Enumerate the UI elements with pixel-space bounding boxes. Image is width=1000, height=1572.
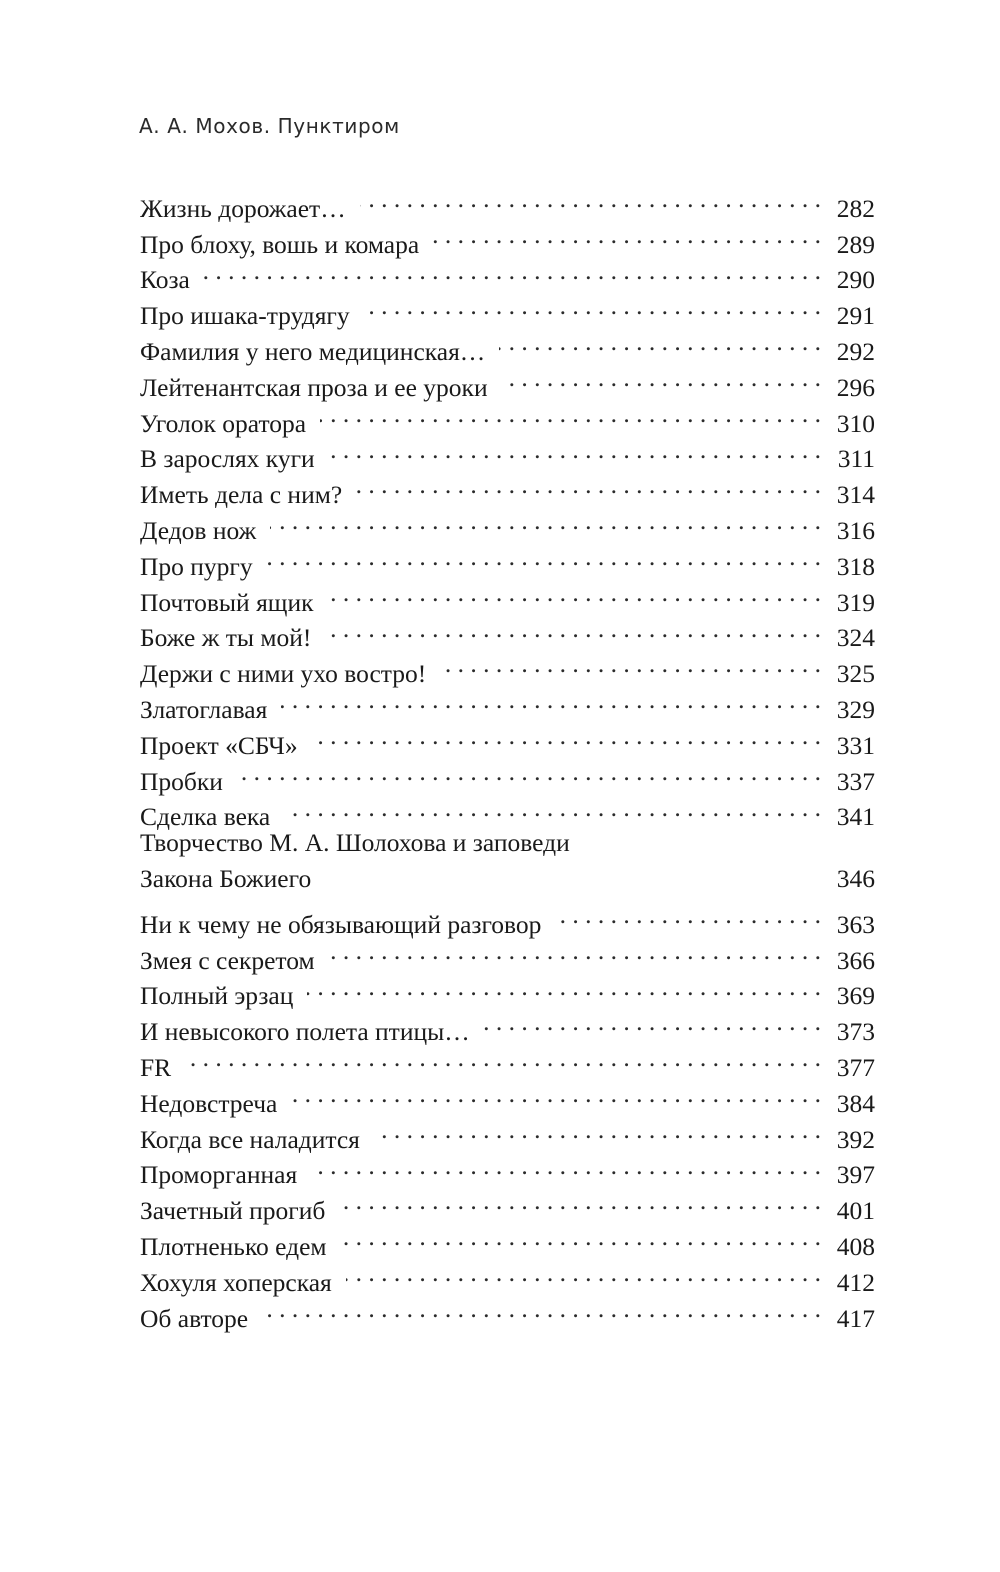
toc-entry xyxy=(140,253,875,295)
dot-leader xyxy=(237,754,821,790)
toc-page-number: 311 xyxy=(837,444,875,474)
toc-entry-title: Ни к чему не обязывающий разговор xyxy=(140,909,542,939)
toc-page-number: 289 xyxy=(836,229,875,259)
dot-leader xyxy=(311,1148,821,1184)
toc-entry-title: Жизнь дорожает… xyxy=(140,193,346,223)
toc-entry-title: Держи с ними ухо востро! xyxy=(140,659,427,689)
toc-entry-title: FR xyxy=(140,1052,172,1082)
toc-page-number: 292 xyxy=(836,336,875,366)
dot-leader xyxy=(339,1183,821,1219)
toc-page-number: 331 xyxy=(836,730,875,760)
dot-leader xyxy=(312,718,821,754)
dot-leader xyxy=(484,1004,821,1040)
toc-page-number: 282 xyxy=(836,193,875,223)
toc-page-number: 392 xyxy=(836,1124,875,1154)
toc-entry-title: Проморганная xyxy=(140,1160,298,1190)
toc-entry-title: И невысокого полета птицы… xyxy=(140,1017,470,1047)
toc-page-number: 401 xyxy=(836,1196,875,1226)
toc-page-number: 291 xyxy=(836,301,875,331)
dot-leader xyxy=(329,432,821,468)
dot-leader xyxy=(320,396,821,432)
toc-entry xyxy=(140,1040,875,1082)
running-header: А. А. Мохов. Пунктиром xyxy=(139,114,400,138)
toc-entry-title: Лейтенантская проза и ее уроки xyxy=(140,372,488,402)
toc-page-number: 346 xyxy=(836,864,875,894)
toc-entry-title: Полный эрзац xyxy=(140,981,294,1011)
dot-leader xyxy=(185,1040,821,1076)
toc-page-number: 290 xyxy=(836,265,875,295)
toc-entry-title: Сделка века xyxy=(140,802,271,832)
toc-page-number: 369 xyxy=(836,981,875,1011)
dot-leader xyxy=(502,360,821,396)
toc-entry xyxy=(140,790,875,832)
toc-page-number: 314 xyxy=(836,480,875,510)
toc-entry-title: Зачетный прогиб xyxy=(140,1196,326,1226)
dot-leader xyxy=(341,1219,821,1255)
dot-leader xyxy=(555,897,821,933)
dot-leader xyxy=(364,288,821,324)
toc-entry-title: Про пургу xyxy=(140,551,253,581)
toc-entry-title: Змея с секретом xyxy=(140,945,315,975)
dot-leader xyxy=(267,539,821,575)
toc-page-number: 324 xyxy=(836,623,875,653)
toc-entry-title: Недовстреча xyxy=(140,1088,278,1118)
toc-entry-title: Златоглавая xyxy=(140,694,268,724)
toc-page-number: 397 xyxy=(836,1160,875,1190)
toc-page-number: 417 xyxy=(836,1303,875,1333)
toc-entry-title: Когда все наладится xyxy=(140,1124,360,1154)
toc-entry-title: Об авторе xyxy=(140,1303,249,1333)
table-of-contents xyxy=(140,181,875,1333)
toc-entry-title: Творчество М. А. Шолохова и заповеди xyxy=(140,828,570,858)
toc-entry-title: Уголок оратора xyxy=(140,408,307,438)
toc-entry-title: Плотненько едем xyxy=(140,1231,327,1261)
toc-entry-title: Пробки xyxy=(140,766,223,796)
dot-leader xyxy=(356,467,821,503)
toc-entry xyxy=(140,1076,875,1118)
toc-page-number: 377 xyxy=(836,1052,875,1082)
dot-leader xyxy=(291,1076,821,1112)
dot-leader xyxy=(204,253,821,289)
toc-page-number: 384 xyxy=(836,1088,875,1118)
dot-leader xyxy=(433,217,821,253)
toc-page-number: 318 xyxy=(836,551,875,581)
dot-leader xyxy=(329,933,821,969)
toc-entry-title: Про блоху, вошь и комара xyxy=(140,229,420,259)
toc-page-number: 363 xyxy=(836,909,875,939)
toc-entry xyxy=(140,825,875,897)
dot-leader xyxy=(262,1291,821,1327)
toc-entry-title: Хохуля хоперская xyxy=(140,1267,332,1297)
toc-page-number: 412 xyxy=(836,1267,875,1297)
dot-leader xyxy=(281,682,821,718)
toc-entry xyxy=(140,754,875,796)
toc-page-number: 341 xyxy=(836,802,875,832)
toc-entry-title: Фамилия у него медицинская… xyxy=(140,336,486,366)
dot-leader xyxy=(360,181,821,217)
toc-page-number: 373 xyxy=(836,1017,875,1047)
dot-leader xyxy=(374,1112,821,1148)
toc-page-number: 408 xyxy=(836,1231,875,1261)
dot-leader xyxy=(307,969,821,1005)
toc-page-number: 316 xyxy=(836,515,875,545)
dot-leader xyxy=(270,503,821,539)
dot-leader xyxy=(346,1255,821,1291)
toc-entry-title-continued: Закона Божиего xyxy=(140,864,312,894)
toc-page-number: 296 xyxy=(836,372,875,402)
dot-leader xyxy=(325,611,821,647)
toc-page-number: 310 xyxy=(836,408,875,438)
toc-entry-title: В зарослях куги xyxy=(140,444,315,474)
toc-entry xyxy=(140,288,875,331)
toc-page-number: 319 xyxy=(836,587,875,617)
toc-page-number: 329 xyxy=(836,694,875,724)
dot-leader xyxy=(284,790,821,826)
toc-entry-title: Почтовый ящик xyxy=(140,587,314,617)
toc-page-number: 325 xyxy=(836,659,875,689)
toc-entry-title: Коза xyxy=(140,265,190,295)
toc-entry-title: Дедов нож xyxy=(140,515,257,545)
dot-leader xyxy=(499,324,821,360)
toc-page-number: 366 xyxy=(836,945,875,975)
toc-entry xyxy=(140,897,875,939)
toc-entry-title: Про ишака-трудягу xyxy=(140,301,350,331)
toc-entry xyxy=(140,181,875,223)
dot-leader xyxy=(327,575,821,611)
dot-leader xyxy=(440,646,821,682)
toc-entry-title: Боже ж ты мой! xyxy=(140,623,312,653)
toc-page-number: 337 xyxy=(836,766,875,796)
toc-entry-title: Проект «СБЧ» xyxy=(140,730,298,760)
toc-entry-title: Иметь дела с ним? xyxy=(140,480,343,510)
